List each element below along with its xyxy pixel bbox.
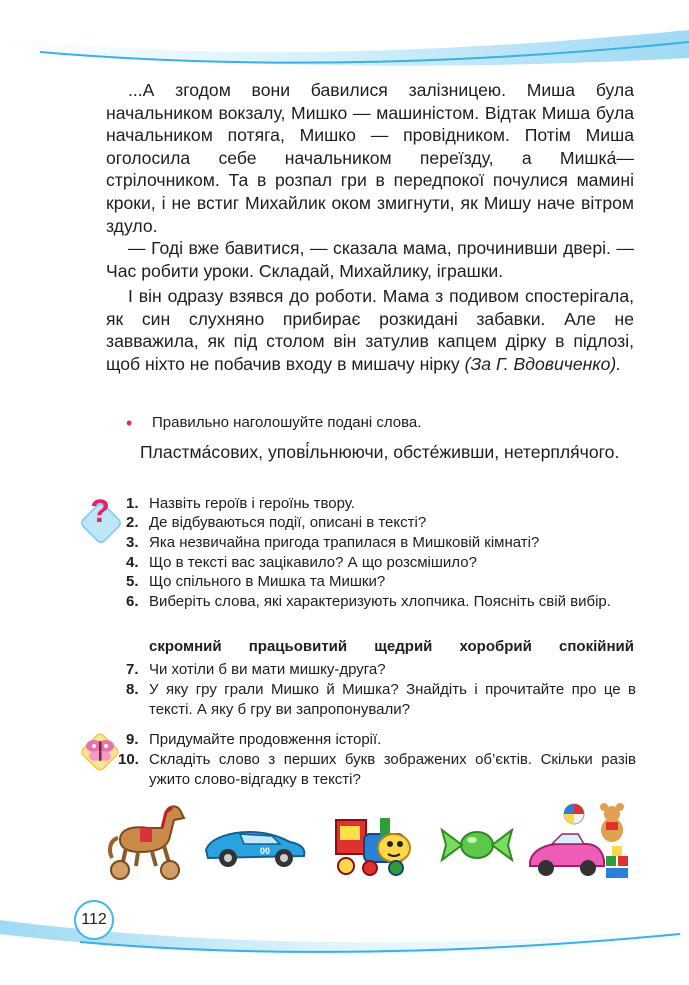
stress-instruction: Правильно наголошуйте подані слова. [152,414,422,431]
question-number: 3. [126,534,139,551]
question-number: 7. [126,661,139,678]
adjective-word: працьовитий [248,638,348,655]
question-text: У яку гру грали Мишко й Мишка? Знайдіть і прочитайте про це в тексті. А яку б гру ви запропонували? [149,681,636,718]
task-number: 10. [118,751,139,768]
bullet-marker: • [126,413,133,433]
question-item [126,592,636,612]
svg-text:00: 00 [260,846,271,856]
adjective-word: скромний [149,638,222,655]
question-number: 5. [126,573,139,590]
page-number: 112 [74,900,114,940]
task-item [118,750,636,789]
stress-words: Пластма́сових, упові́льнюючи, обсте́живши, нетерпля́чого. [140,442,620,462]
question-number: 8. [126,681,139,698]
candy-image [436,822,518,868]
story-paragraph-2: — Годі вже бавитися, — сказала мама, прочинивши двері. — Час робити уроки. Складай, Михайлику, іграшки. [106,238,634,281]
story-paragraph-3 [106,285,634,375]
question-item [126,572,636,592]
adjective-word: хоробрий [459,638,532,655]
question-text: Виберіть слова, які характеризують хлопчика. Поясніть свій вибір. [149,593,611,610]
adjective-list [149,637,634,657]
story-paragraph-3-text: І він одразу взявся до роботи. Мама з подивом спостерігала, як син слухняно прибирає розкидані забавки. Але не завважила, як під столом він затулив капцем дірку в підлозі, щоб ніхто не побачив входу в мишачу нірку [106,286,634,374]
task-text: Придумайте продовження історії. [149,731,382,748]
adjective-word: спокійний [559,638,634,655]
question-text: Яка незвичайна пригода трапилася в Мишковій кімнаті? [149,534,540,551]
toys-group-image [526,800,634,882]
question-number: 1. [126,495,139,512]
question-text: Що спільного в Мишка та Мишки? [149,573,386,590]
question-mark-glyph: ? [90,494,110,529]
adjective-word: щедрий [374,638,433,655]
task-item [126,730,636,750]
source-attribution: (За Г. Вдовиченко). [464,353,622,374]
question-item [126,660,636,680]
question-text: Назвіть героїв і героїнь твору. [149,495,355,512]
question-text: Де відбуваються події, описані в тексті? [149,514,427,531]
task-text: Складіть слово з перших букв зображених об’єктів. Скільки разів ужито слово-відгадку в тексті? [149,751,636,788]
story-paragraph-1: ...А згодом вони бавилися залізницею. Миша була начальником вокзалу, Мишко — машиністом. Відтак Миша була начальником потяга, Мишко — провідником. Потім Миша оголосила себе начальником переїзду, а Мишка́— стрілочником. Та в розпал гри в передпокої почулися мамині кроки, і не встиг Михайлик оком змигнути, як Мишу наче вітром здуло. [106,80,634,236]
question-number: 4. [126,554,139,571]
question-text: Чи хотіли б ви мати мишку-друга? [149,661,386,678]
rocking-horse-image [100,800,190,882]
question-item [126,553,636,573]
question-item [126,533,636,553]
question-number: 2. [126,514,139,531]
question-item [126,513,636,533]
question-text: Що в тексті вас зацікавило? А що розсмішило? [149,554,477,571]
toy-train-image [330,810,420,880]
top-wave-decoration [0,0,689,75]
task-number: 9. [126,731,139,748]
question-item [126,494,636,514]
toy-car-image [200,820,310,872]
question-number: 6. [126,593,139,610]
question-mark-icon [80,494,126,544]
question-item [126,680,636,719]
